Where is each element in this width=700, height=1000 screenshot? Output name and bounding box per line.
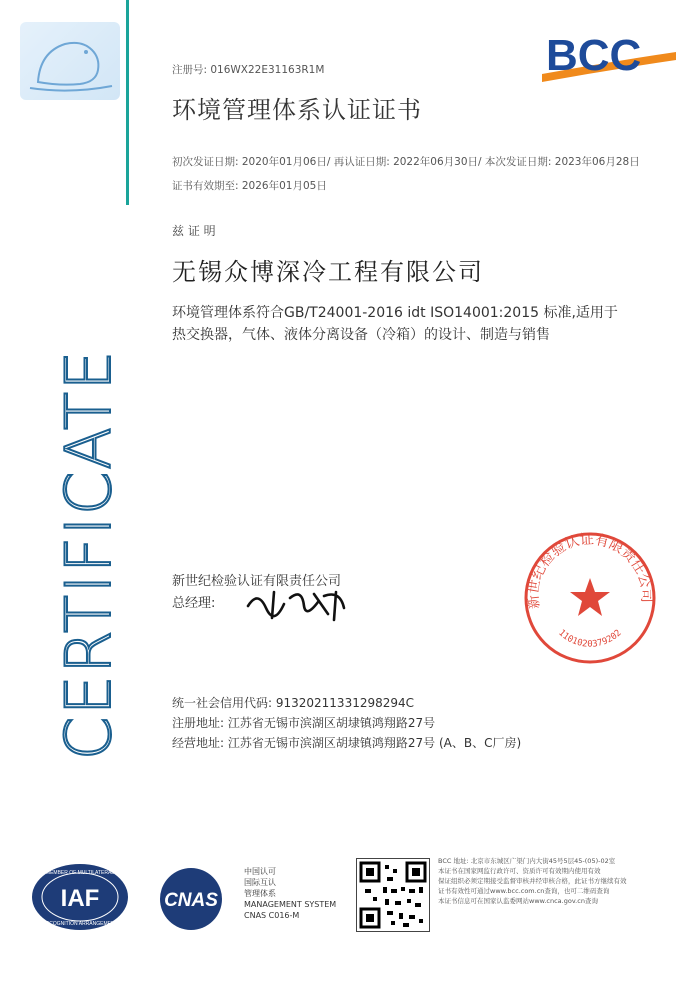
iaf-top-text: MEMBER OF MULTILATERAL	[45, 870, 115, 876]
note-line: 本证书在国家网监行政许可、资质许可有效期内使用有效	[438, 867, 601, 875]
manager-label: 总经理:	[172, 596, 216, 611]
cnas-line: 管理体系	[244, 889, 276, 898]
seal-text: 新世纪检验认证有限责任公司	[525, 531, 655, 610]
company-name: 无锡众博深冷工程有限公司	[172, 258, 484, 286]
qr-code[interactable]	[356, 858, 430, 932]
issue-dates: 初次发证日期: 2020年01月06日/ 再认证日期: 2022年06月30日/ 本次发证日期: 2023年06月28日	[172, 156, 640, 168]
validity-date: 证书有效期至: 2026年01月05日	[172, 180, 327, 192]
cnas-line: CNAS C016-M	[244, 911, 300, 920]
issuing-organization: 新世纪检验认证有限责任公司	[172, 574, 342, 589]
certificate-watermark: CERTIFICATE	[52, 348, 125, 760]
business-address: 经营地址: 江苏省无锡市滨湖区胡埭镇鸿翔路27号 (A、B、C厂房)	[172, 736, 522, 750]
svg-text:1101020379202	[556, 628, 623, 650]
cnas-text: CNAS	[164, 890, 218, 911]
cnas-info	[244, 866, 336, 921]
note-line: BCC 地址: 北京市东城区广渠门内大街45号5层45-(05)-02室	[438, 857, 616, 865]
seal-number: 1101020379202	[556, 628, 624, 650]
note-line: 保证组织必须定期接受监督审核并经审核合格，此证书方继续有效	[438, 877, 627, 885]
registration-number: 注册号: 016WX22E31163R1M	[172, 64, 325, 76]
registered-address: 注册地址: 江苏省无锡市滨湖区胡埭镇鸿翔路27号	[172, 716, 436, 730]
mascot-logo	[20, 22, 120, 100]
cnas-line: 中国认可	[244, 867, 276, 876]
iaf-bottom-text: RECOGNITION ARRANGEMENT	[42, 921, 118, 927]
iaf-logo	[30, 862, 130, 932]
credit-code: 统一社会信用代码: 91320211331298294C	[172, 696, 415, 710]
signature	[244, 584, 364, 624]
divider-line	[126, 0, 129, 205]
cnas-logo	[148, 866, 234, 932]
bcc-logo-text: BCC	[546, 31, 642, 80]
note-line: 证书有效性可通过www.bcc.com.cn查询，也可二维码查询	[438, 887, 610, 895]
cnas-line: 国际互认	[244, 878, 276, 887]
scope-line-1: 环境管理体系符合GB/T24001-2016 idt ISO14001:2015 标准,适用于	[172, 305, 618, 321]
iaf-text: IAF	[60, 885, 100, 912]
cnas-line: MANAGEMENT SYSTEM	[244, 900, 337, 909]
footer-note	[438, 856, 668, 906]
certify-label: 兹 证 明	[172, 224, 216, 238]
note-line: 本证书信息可在国家认监委网站www.cnca.gov.cn查询	[438, 897, 598, 905]
bcc-logo	[538, 22, 678, 92]
scope-line-2: 热交换器，气体、液体分离设备（冷箱）的设计、制造与销售	[172, 327, 550, 343]
official-seal	[520, 528, 660, 668]
certificate-title: 环境管理体系认证证书	[172, 96, 422, 124]
